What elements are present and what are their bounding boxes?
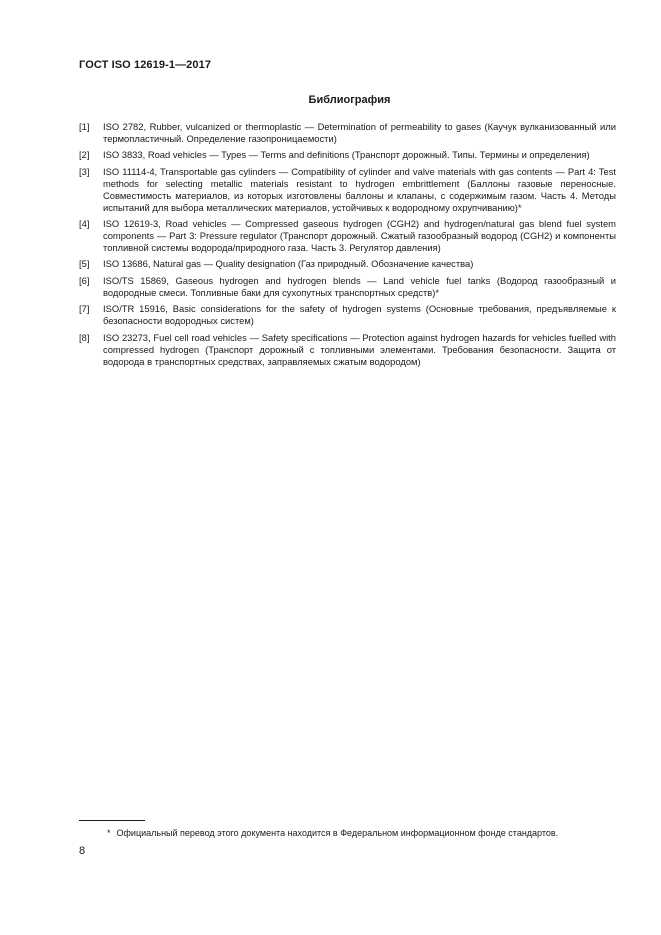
bibliography-title: Библиография xyxy=(308,94,391,106)
bibliography-entry xyxy=(79,166,616,214)
bibliography-entry xyxy=(79,218,616,254)
bibliography-entry-number: [8] xyxy=(79,331,90,343)
bibliography-entry-text: ISO 13686, Natural gas — Quality designation (Газ природный. Обозначение качества) xyxy=(103,258,474,270)
bibliography-entry-number: [7] xyxy=(79,303,90,315)
bibliography-entry-text: ISO 11114-4, Transportable gas cylinders — Compatibility of cylinder and valve materials with gas contents — Part 4: Test methods for selecting metallic materials resistant to hydrogen embrittlement (Баллоны газовые переносные. Совместимость материалов, из которых изготовлены баллоны и клапаны, с содержимым газом. Часть 4. Методы испытаний для выбора металлических материалов, устойчивых к водородному охрупчиванию)* xyxy=(103,165,616,213)
page-number: 8 xyxy=(79,845,86,857)
bibliography-entry-number: [2] xyxy=(79,149,90,161)
footnote xyxy=(107,828,558,839)
bibliography-entry-number: [5] xyxy=(79,258,90,270)
bibliography-entry-text: ISO 2782, Rubber, vulcanized or thermoplastic — Determination of permeability to gases (Каучук вулканизованный или термопластичный. Определение газопроницаемости) xyxy=(103,121,616,144)
bibliography-entry-text: ISO/TS 15869, Gaseous hydrogen and hydrogen blends — Land vehicle fuel tanks (Водород газообразный и водородные смеси. Топливные баки для сухопутных транспортных средств)* xyxy=(103,274,616,298)
bibliography-entry xyxy=(79,149,616,161)
bibliography-entry-text: ISO/TR 15916, Basic considerations for the safety of hydrogen systems (Основные требования, предъявляемые к безопасности водородных систем) xyxy=(103,303,616,327)
bibliography-entry-text: ISO 12619-3, Road vehicles — Compressed gaseous hydrogen (CGH2) and hydrogen/natural gas blend fuel system components — Part 3: Pressure regulator (Транспорт дорожный. Сжатый газообразный водород (CGH2) и компоненты топливной системы водорода/природного газа. Часть 3. Регулятор давления) xyxy=(103,218,616,253)
bibliography-entry xyxy=(79,275,616,299)
bibliography-entry-text: ISO 3833, Road vehicles — Types — Terms and definitions (Транспорт дорожный. Типы. Термины и определения) xyxy=(103,149,590,161)
page-header-standard-id: ГОСТ ISO 12619-1—2017 xyxy=(79,59,212,71)
footnote-text: Официальный перевод этого документа находится в Федеральном информационном фонде стандартов. xyxy=(116,828,559,838)
bibliography-entry-number: [4] xyxy=(79,218,90,230)
footnote-separator xyxy=(79,820,145,821)
bibliography-entry-number: [1] xyxy=(79,121,90,132)
bibliography-entry-number: [3] xyxy=(79,165,90,177)
bibliography-list xyxy=(79,121,616,372)
footnote-marker: * xyxy=(107,828,111,838)
bibliography-entry-text: ISO 23273, Fuel cell road vehicles — Safety specifications — Protection against hydrogen hazards for vehicles fuelled with compressed hydrogen (Транспорт дорожный с топливными элементами. Требования безопасности. Защита от водорода в транспортных средствах, заправляемых сжатым водородом) xyxy=(103,331,616,367)
bibliography-entry xyxy=(79,121,616,145)
bibliography-entry xyxy=(79,258,616,270)
bibliography-entry-number: [6] xyxy=(79,274,90,286)
bibliography-entry xyxy=(79,303,616,327)
bibliography-entry xyxy=(79,332,616,368)
